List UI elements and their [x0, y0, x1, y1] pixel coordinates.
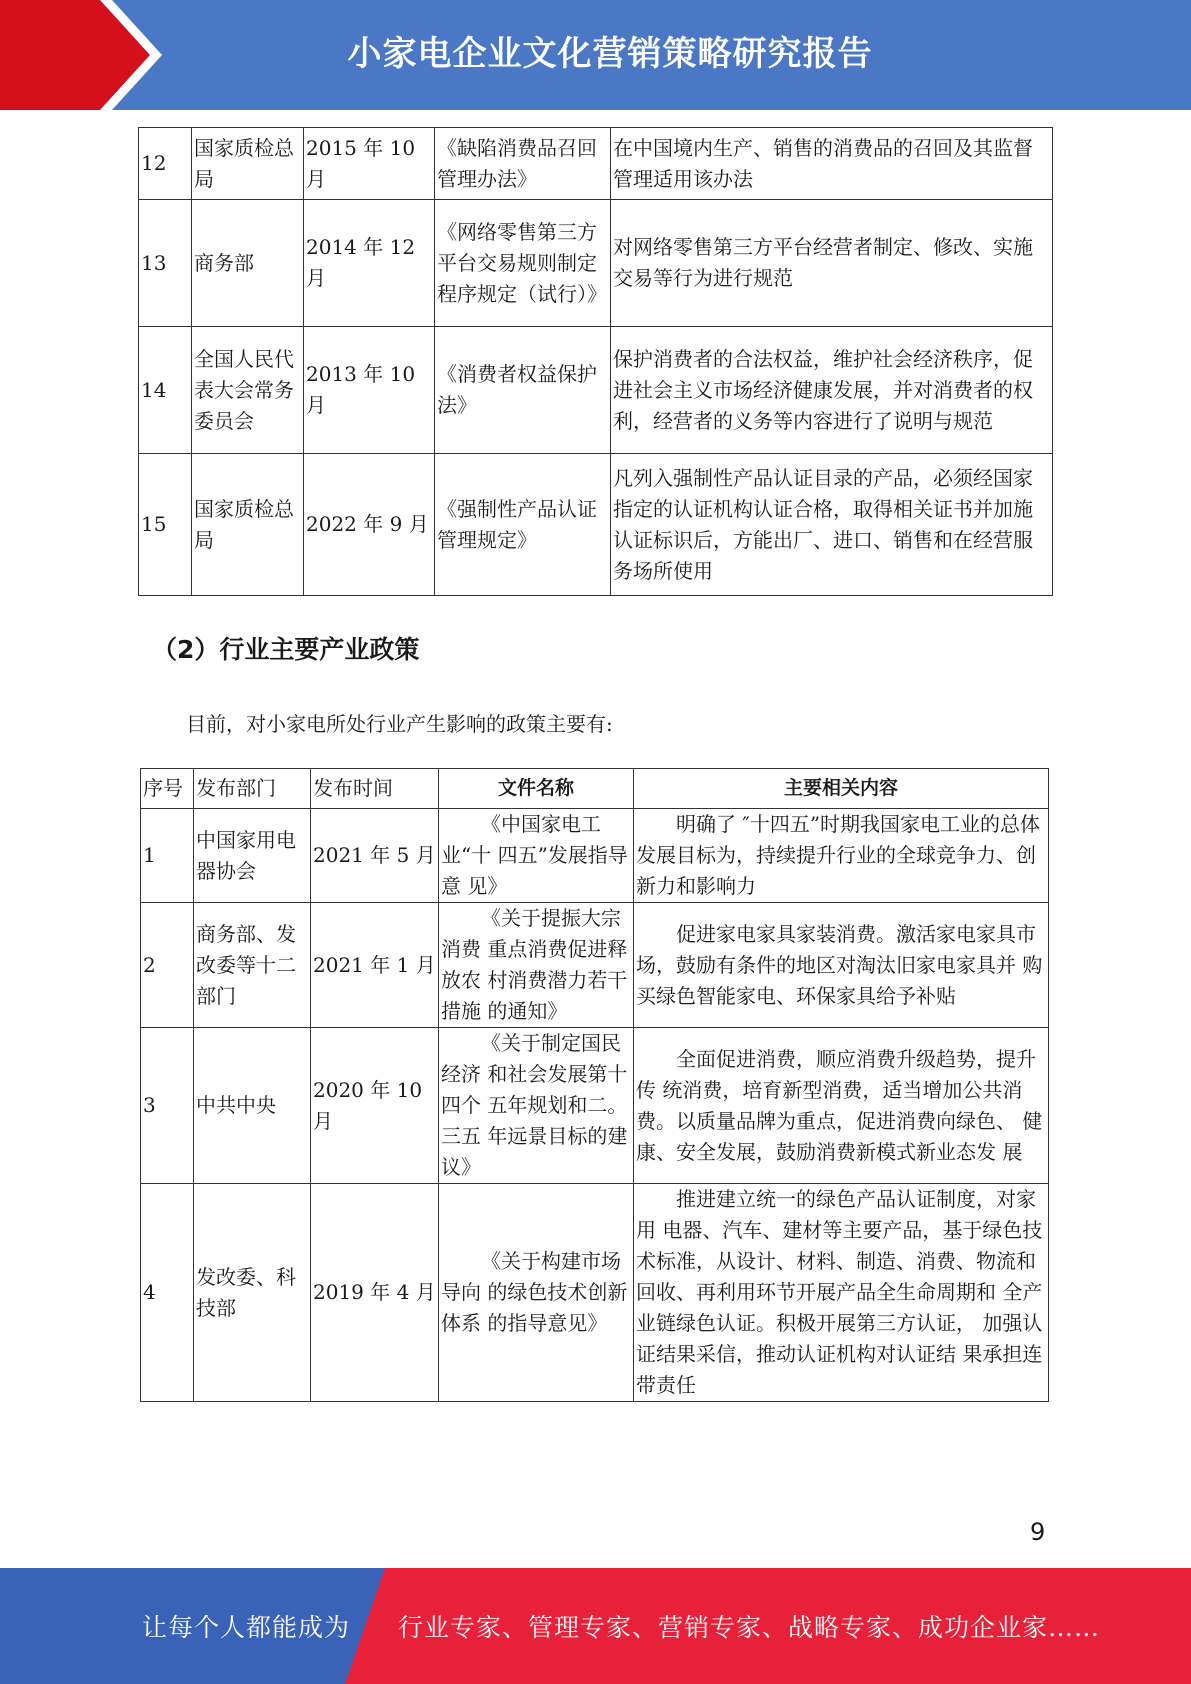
cell-dept: 发改委、科技部	[194, 1184, 311, 1402]
table-row	[139, 327, 1053, 454]
cell-doc: 《中国家电工业“十 四五”发展指导意 见》	[439, 809, 634, 903]
page-number: 9	[1030, 1518, 1046, 1546]
cell-date: 2015 年 10 月	[304, 128, 435, 200]
table-row	[139, 200, 1053, 327]
cell-date: 2019 年 4 月	[311, 1184, 439, 1402]
cell-content: 在中国境内生产、销售的消费品的召回及其监督管理适用该办法	[611, 128, 1053, 200]
cell-no: 12	[139, 128, 192, 200]
page-footer	[0, 1568, 1191, 1684]
header-doc: 文件名称	[439, 769, 634, 809]
regulations-table	[138, 127, 1053, 596]
cell-content: 推进建立统一的绿色产品认证制度，对家用 电器、汽车、建材等主要产品，基于绿色技术标准，从设计、材料、制造、消费、物流和回收、再利用环节开展产品全生命周期和 全产业链绿色认证。积极开展第三方认证， 加强认证结果采信，推动认证机构对认证结 果承担连带责任	[634, 1184, 1049, 1402]
cell-content: 全面促进消费，顺应消费升级趋势，提升传 统消费，培育新型消费，适当增加公共消费。以质量品牌为重点，促进消费向绿色、 健康、安全发展，鼓励消费新模式新业态发 展	[634, 1028, 1049, 1184]
cell-doc: 《关于制定国民经济 和社会发展第十四个 五年规划和二。三五 年远景目标的建议》	[439, 1028, 634, 1184]
table-row	[141, 903, 1049, 1028]
report-title: 小家电企业文化营销策略研究报告	[347, 34, 873, 74]
header-dept: 发布部门	[194, 769, 311, 809]
cell-no: 2	[141, 903, 194, 1028]
cell-content: 保护消费者的合法权益，维护社会经济秩序，促进社会主义市场经济健康发展，并对消费者的权利，经营者的义务等内容进行了说明与规范	[611, 327, 1053, 454]
cell-content: 明确了 ″十四五”时期我国家电工业的总体 发展目标为，持续提升行业的全球竞争力、创新力和影响力	[634, 809, 1049, 903]
cell-content: 凡列入强制性产品认证目录的产品，必须经国家指定的认证机构认证合格，取得相关证书并加施认证标识后，方能出厂、进口、销售和在经营服务场所使用	[611, 454, 1053, 596]
cell-no: 14	[139, 327, 192, 454]
table-row	[141, 1028, 1049, 1184]
cell-date: 2021 年 1 月	[311, 903, 439, 1028]
cell-dept: 国家质检总局	[192, 454, 304, 596]
table-row	[141, 1184, 1049, 1402]
table-row	[141, 809, 1049, 903]
cell-date: 2021 年 5 月	[311, 809, 439, 903]
cell-doc: 《关于提振大宗消费 重点消费促进释放农 村消费潜力若干措施 的通知》	[439, 903, 634, 1028]
cell-doc: 《关于构建市场导向 的绿色技术创新体系 的指导意见》	[439, 1184, 634, 1402]
footer-slogan-left: 让每个人都能成为	[142, 1613, 351, 1642]
cell-doc: 《强制性产品认证管理规定》	[435, 454, 611, 596]
page-header	[0, 0, 1191, 110]
section-heading: （2）行业主要产业政策	[152, 635, 420, 664]
cell-doc: 《缺陷消费品召回管理办法》	[435, 128, 611, 200]
cell-no: 13	[139, 200, 192, 327]
cell-no: 15	[139, 454, 192, 596]
cell-dept: 中国家用电器协会	[194, 809, 311, 903]
cell-no: 3	[141, 1028, 194, 1184]
cell-content: 促进家电家具家装消费。激活家电家具市场，鼓励有条件的地区对淘汰旧家电家具并 购买绿色智能家电、环保家具给予补贴	[634, 903, 1049, 1028]
cell-date: 2014 年 12 月	[304, 200, 435, 327]
cell-date: 2013 年 10 月	[304, 327, 435, 454]
cell-dept: 全国人民代表大会常务委员会	[192, 327, 304, 454]
cell-dept: 商务部、发改委等十二部门	[194, 903, 311, 1028]
table-row	[139, 128, 1053, 200]
header-no: 序号	[141, 769, 194, 809]
intro-paragraph: 目前，对小家电所处行业产生影响的政策主要有:	[186, 712, 613, 736]
cell-doc: 《网络零售第三方平台交易规则制定程序规定（试行）》	[435, 200, 611, 327]
cell-dept: 中共中央	[194, 1028, 311, 1184]
footer-slogan-right: 行业专家、管理专家、营销专家、战略专家、成功企业家……	[398, 1613, 1101, 1642]
cell-date: 2020 年 10 月	[311, 1028, 439, 1184]
cell-content: 对网络零售第三方平台经营者制定、修改、实施交易等行为进行规范	[611, 200, 1053, 327]
cell-doc: 《消费者权益保护法》	[435, 327, 611, 454]
header-content: 主要相关内容	[634, 769, 1049, 809]
cell-no: 1	[141, 809, 194, 903]
cell-dept: 商务部	[192, 200, 304, 327]
cell-no: 4	[141, 1184, 194, 1402]
cell-dept: 国家质检总局	[192, 128, 304, 200]
table-header-row	[141, 769, 1049, 809]
table-row	[139, 454, 1053, 596]
cell-date: 2022 年 9 月	[304, 454, 435, 596]
policy-table	[140, 768, 1049, 1402]
header-date: 发布时间	[311, 769, 439, 809]
